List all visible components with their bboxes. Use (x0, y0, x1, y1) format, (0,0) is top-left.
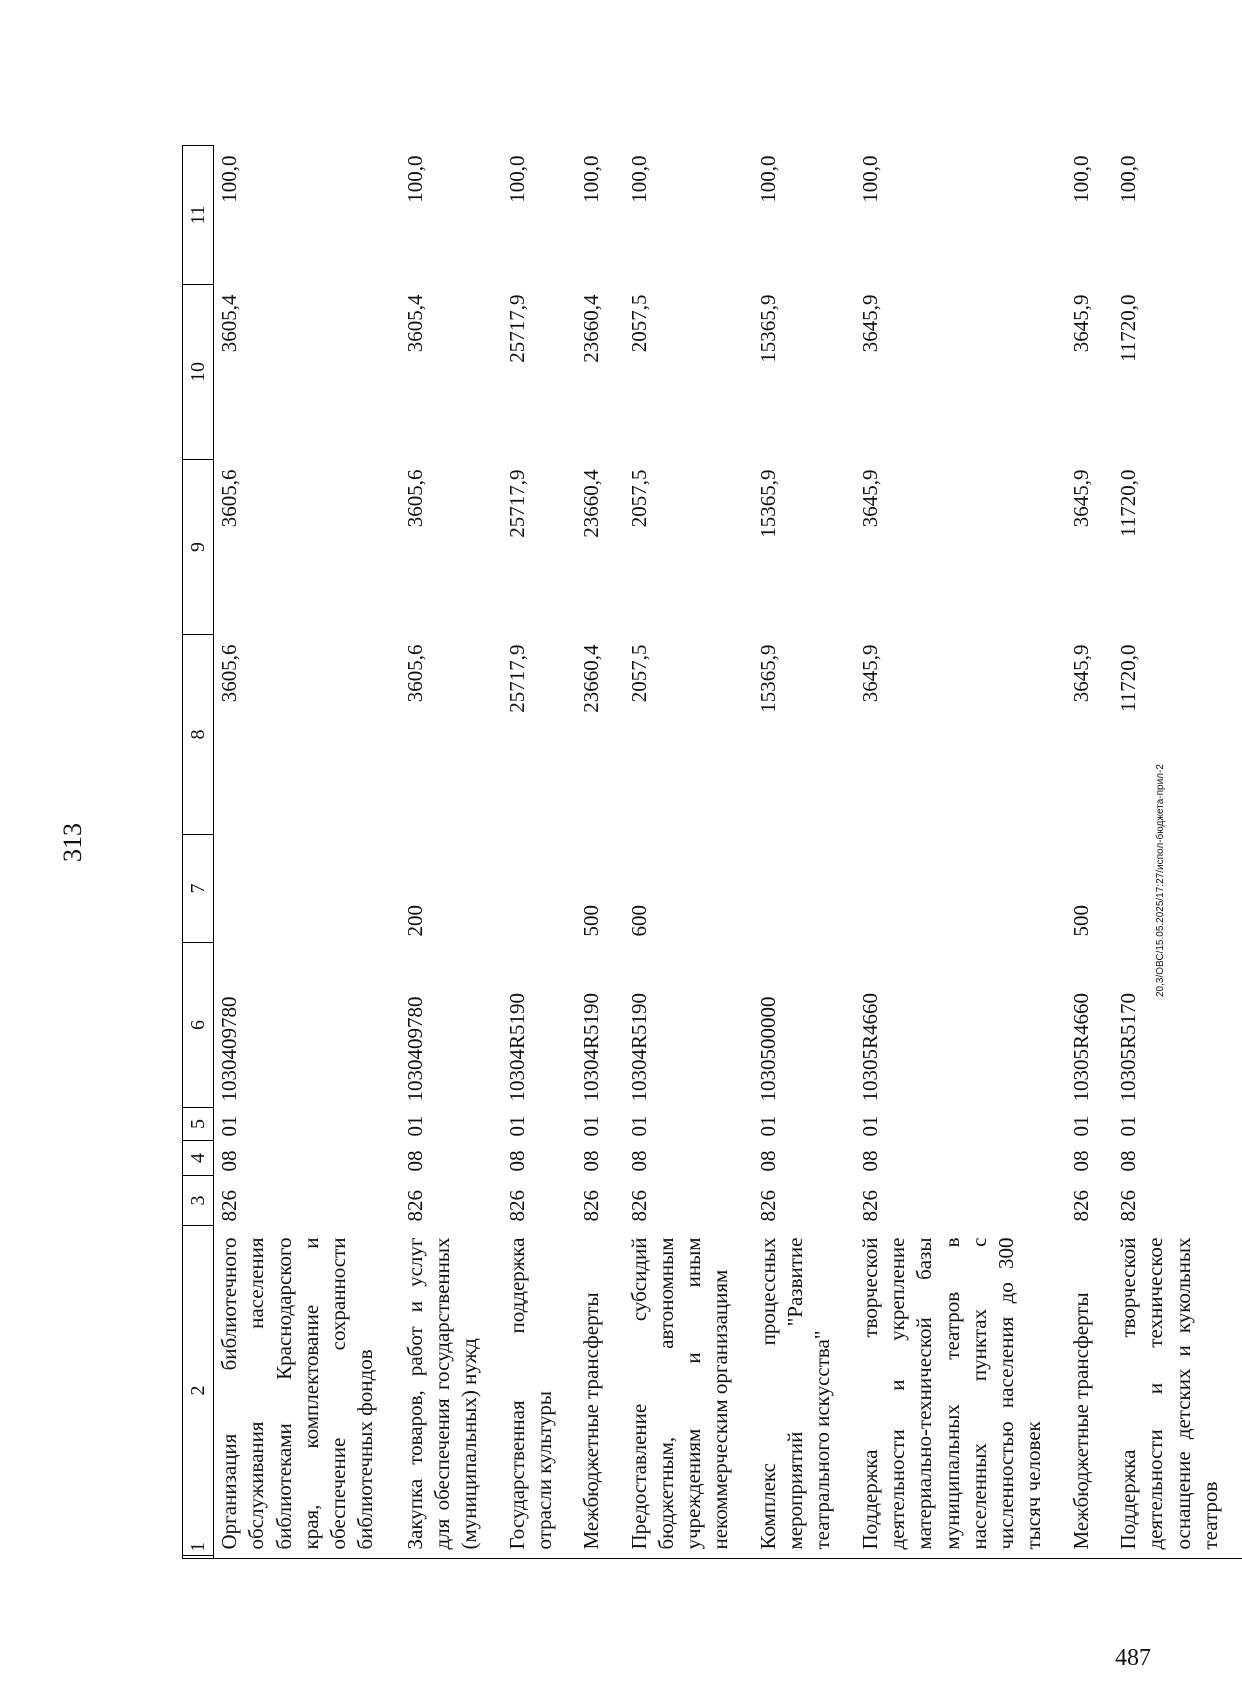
column-header: 9 (183, 460, 214, 635)
cell-c9: 25717,9 (504, 469, 529, 538)
cell-c8: 3645,9 (1068, 644, 1093, 703)
cell-c7: 200 (402, 905, 427, 937)
cell-c8: 23660,4 (579, 644, 604, 713)
table-row (1113, 146, 1242, 1559)
cell-c5: 01 (1116, 1115, 1141, 1137)
cell-c5: 01 (579, 1115, 604, 1137)
cell-c9: 3605,6 (217, 469, 241, 528)
cell-c5: 01 (217, 1115, 241, 1137)
cell-c4: 08 (857, 1150, 882, 1172)
cell-c10: 3605,4 (402, 294, 427, 353)
cell-c10: 3645,9 (1068, 294, 1093, 353)
cell-c8: 3645,9 (857, 644, 882, 703)
table-row (624, 146, 753, 1559)
table-header-row (183, 146, 214, 1559)
cell-c3: 826 (755, 1190, 780, 1222)
cell-c6: 10304R5190 (626, 992, 651, 1102)
cell-c4: 08 (504, 1150, 529, 1172)
cell-c8: 3605,6 (402, 644, 427, 703)
cell-c4: 08 (1116, 1150, 1141, 1172)
cell-c4: 08 (626, 1150, 651, 1172)
cell-c10: 3645,9 (857, 294, 882, 353)
cell-c11: 100,0 (579, 155, 604, 203)
cell-c3: 826 (217, 1190, 241, 1222)
cell-c11: 100,0 (504, 155, 529, 203)
column-header: 3 (183, 1176, 214, 1226)
cell-c8: 11720,0 (1116, 644, 1141, 712)
cell-c10: 3605,4 (217, 294, 241, 353)
row-name: Комплекс процессных мероприятий "Развитие театрального искусства" (755, 1237, 835, 1550)
cell-c8: 2057,5 (626, 644, 651, 703)
cell-c4: 08 (755, 1150, 780, 1172)
cell-c11: 100,0 (755, 155, 780, 203)
row-name: Закупка товаров, работ и услуг для обеспечения государственных (муниципальных) нужд (402, 1237, 482, 1550)
cell-c10: 15365,9 (755, 294, 780, 363)
cell-c10: 23660,4 (579, 294, 604, 363)
cell-c3: 826 (504, 1190, 529, 1222)
cell-c5: 01 (755, 1115, 780, 1137)
cell-c11: 100,0 (217, 155, 241, 203)
cell-c6: 10305R5170 (1116, 992, 1141, 1102)
cell-c9: 11720,0 (1116, 469, 1141, 537)
column-header: 1 (183, 1556, 214, 1559)
cell-c9: 2057,5 (626, 469, 651, 528)
cell-c6: 1030409780 (402, 996, 427, 1102)
cell-c11: 100,0 (1068, 155, 1093, 203)
row-name: Поддержка творческой деятельности и техническое оснащение детских и кукольных театров (1116, 1237, 1222, 1550)
cell-c9: 15365,9 (755, 469, 780, 538)
cell-c6: 1030500000 (755, 996, 780, 1102)
cell-c3: 826 (857, 1190, 882, 1222)
row-name: Предоставление субсидий бюджетным, автономным учреждениям и иным некоммерческим организациям (626, 1237, 733, 1550)
column-header: 2 (183, 1226, 214, 1556)
cell-c6: 10305R4660 (857, 992, 882, 1102)
cell-c7 (1113, 835, 1242, 943)
column-header: 6 (183, 943, 214, 1108)
table-row (576, 146, 623, 1559)
table-row (753, 146, 855, 1559)
cell-c5: 01 (504, 1115, 529, 1137)
cell-c11: 100,0 (402, 155, 427, 203)
cell-c7 (214, 835, 400, 943)
cell-c7: 600 (626, 905, 651, 937)
column-header: 4 (183, 1141, 214, 1176)
cell-c7: 500 (1068, 905, 1093, 937)
cell-c9: 3605,6 (402, 469, 427, 528)
cell-c8: 15365,9 (755, 644, 780, 713)
cell-c6: 10305R4660 (1068, 992, 1093, 1102)
cell-c10: 2057,5 (626, 294, 651, 353)
cell-c11: 100,0 (626, 155, 651, 203)
column-header: 8 (183, 635, 214, 835)
cell-c5: 01 (1068, 1115, 1093, 1137)
cell-c3: 826 (1116, 1190, 1141, 1222)
cell-c8: 3605,6 (217, 644, 241, 703)
column-header: 7 (183, 835, 214, 943)
cell-c6: 1030409780 (217, 996, 241, 1102)
row-name: Поддержка творческой деятельности и укрепление материально-технической базы муниципальных театров в населенных пунктах с численностью населения до 300 тысяч человек (857, 1237, 1046, 1550)
table-row (1066, 146, 1113, 1559)
cell-c6: 10304R5190 (579, 992, 604, 1102)
cell-c7: 500 (579, 905, 604, 937)
cell-c7 (855, 835, 1066, 943)
cell-c7 (753, 835, 855, 943)
column-header: 5 (183, 1108, 214, 1141)
cell-c3: 826 (1068, 1190, 1093, 1222)
column-header: 10 (183, 285, 214, 460)
cell-c3: 826 (402, 1190, 427, 1222)
cell-c3: 826 (579, 1190, 604, 1222)
cell-c10: 11720,0 (1116, 294, 1141, 362)
row-name: Организация библиотечного обслуживания населения библиотеками Краснодарского края, комплектование и обеспечение сохранности библиотечных фондов (217, 1237, 378, 1550)
cell-c3: 826 (626, 1190, 651, 1222)
cell-c8: 25717,9 (504, 644, 529, 713)
cell-c9: 3645,9 (1068, 469, 1093, 528)
cell-c6: 10304R5190 (504, 992, 529, 1102)
page-number: 313 (58, 823, 87, 862)
table-row (502, 146, 577, 1559)
row-name: Межбюджетные трансферты (1068, 1292, 1093, 1550)
table-row (400, 146, 502, 1559)
cell-c5: 01 (626, 1115, 651, 1137)
cell-c7 (502, 835, 577, 943)
cell-c4: 08 (1068, 1150, 1093, 1172)
table-row (214, 146, 400, 1559)
cell-c4: 08 (402, 1150, 427, 1172)
cell-c5: 01 (402, 1115, 427, 1137)
cell-c10: 25717,9 (504, 294, 529, 363)
cell-c4: 08 (579, 1150, 604, 1172)
column-header: 11 (183, 146, 214, 285)
row-name: Межбюджетные трансферты (579, 1292, 604, 1550)
cell-c11: 100,0 (857, 155, 882, 203)
cell-c9: 3645,9 (857, 469, 882, 528)
row-name: Государственная поддержка отрасли культуры (504, 1237, 556, 1550)
cell-c4: 08 (217, 1150, 241, 1172)
sheet-number: 487 (1115, 1645, 1151, 1671)
table-row (855, 146, 1066, 1559)
footer-reference: 20,3/ОВС/15.05.2025/17:27/испол-бюджета-прил-2 (1155, 764, 1166, 997)
cell-c5: 01 (857, 1115, 882, 1137)
cell-c9: 23660,4 (579, 469, 604, 538)
budget-table (182, 145, 1242, 1559)
cell-c11: 100,0 (1116, 155, 1141, 203)
